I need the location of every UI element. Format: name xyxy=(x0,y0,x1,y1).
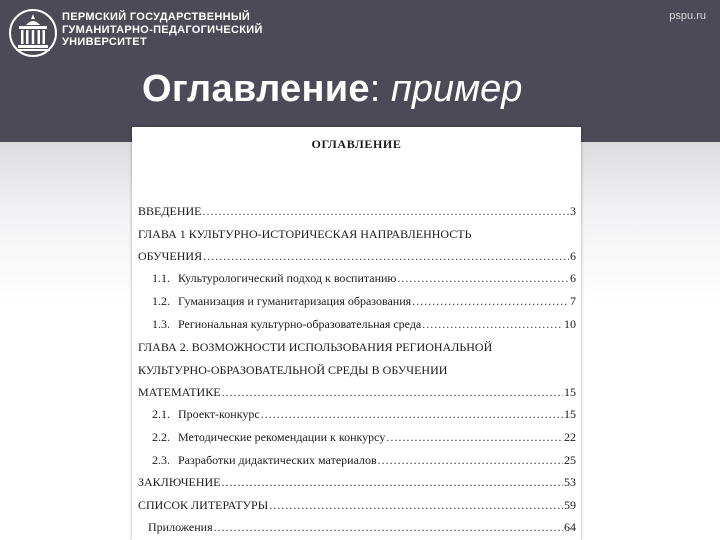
toc-entry xyxy=(138,475,576,489)
toc-entry xyxy=(138,385,576,399)
toc-entry-page: 15 xyxy=(564,407,576,421)
toc-entry xyxy=(152,407,576,421)
toc-leader-dots xyxy=(203,204,569,218)
toc-entry-label: Региональная культурно-образовательная среда xyxy=(178,317,422,331)
toc-heading: ОГЛАВЛЕНИЕ xyxy=(311,137,402,151)
slide-title-italic: пример xyxy=(390,68,523,110)
toc-entry-number: 1.1. xyxy=(152,271,170,285)
toc-entry-page: 25 xyxy=(564,453,576,467)
toc-chapter-line: ГЛАВА 1 КУЛЬТУРНО-ИСТОРИЧЕСКАЯ НАПРАВЛЕННОСТЬ xyxy=(138,227,472,241)
toc-entry-number: 2.1. xyxy=(152,407,170,421)
toc-leader-dots xyxy=(397,271,569,285)
toc-entry-number: 1.3. xyxy=(152,317,170,331)
toc-entry-page: 59 xyxy=(564,498,576,512)
toc-chapter-line: КУЛЬТУРНО-ОБРАЗОВАТЕЛЬНОЙ СРЕДЫ В ОБУЧЕНИИ xyxy=(138,363,448,377)
toc-entry-page: 3 xyxy=(570,204,576,218)
toc-entry xyxy=(148,520,576,534)
toc-entry-label: ВВЕДЕНИЕ xyxy=(138,204,202,218)
toc-leader-dots xyxy=(261,407,563,421)
site-url: pspu.ru xyxy=(669,10,706,22)
toc-leader-dots xyxy=(222,385,563,399)
toc-leader-dots xyxy=(203,249,569,263)
toc-entry-page: 10 xyxy=(564,317,576,331)
university-building-logo-icon xyxy=(8,8,58,58)
toc-leader-dots xyxy=(378,453,563,467)
toc-document xyxy=(132,127,581,540)
toc-entry-page: 64 xyxy=(564,520,576,534)
university-name-line: УНИВЕРСИТЕТ xyxy=(62,36,147,48)
toc-entry xyxy=(152,430,576,444)
toc-leader-dots xyxy=(412,294,569,308)
slide-title-main: Оглавление xyxy=(142,68,370,110)
toc-chapter-line: ГЛАВА 2. ВОЗМОЖНОСТИ ИСПОЛЬЗОВАНИЯ РЕГИОНАЛЬНОЙ xyxy=(138,340,493,354)
toc-entry-page: 15 xyxy=(564,385,576,399)
toc-entry-label: ОБУЧЕНИЯ xyxy=(138,249,203,263)
slide-title-separator: : xyxy=(369,68,391,110)
toc-entry xyxy=(138,498,576,512)
toc-entry-number: 1.2. xyxy=(152,294,170,308)
slide-header xyxy=(0,0,720,142)
toc-entry-number: 2.3. xyxy=(152,453,170,467)
toc-entry-page: 53 xyxy=(564,475,576,489)
toc-leader-dots xyxy=(222,475,564,489)
toc-entry-label: Проект-конкурс xyxy=(178,407,260,421)
toc-entry-page: 7 xyxy=(570,294,576,308)
toc-entry-number: 2.2. xyxy=(152,430,170,444)
university-name-line: ГУМАНИТАРНО-ПЕДАГОГИЧЕСКИЙ xyxy=(62,23,263,36)
toc-entry-label: Гуманизация и гуманитаризация образования xyxy=(178,294,412,308)
toc-entry-page: 22 xyxy=(564,430,576,444)
slide-title xyxy=(142,68,522,111)
toc-entry-label: Методические рекомендации к конкурсу xyxy=(178,430,386,444)
toc-entry xyxy=(152,294,576,308)
toc-leader-dots xyxy=(269,498,563,512)
toc-entry xyxy=(152,317,576,331)
toc-entry-label: МАТЕМАТИКЕ xyxy=(138,385,221,399)
toc-leader-dots xyxy=(386,430,563,444)
toc-entry-label: Приложения xyxy=(148,520,213,534)
university-name xyxy=(62,11,263,49)
toc-leader-dots xyxy=(422,317,563,331)
toc-entry-page: 6 xyxy=(570,249,576,263)
toc-entry xyxy=(152,271,576,285)
university-name-line: ПЕРМСКИЙ ГОСУДАРСТВЕННЫЙ xyxy=(62,11,251,23)
toc-entry xyxy=(138,204,576,218)
toc-entry xyxy=(138,249,576,263)
toc-entry xyxy=(152,453,576,467)
toc-entry-label: Разработки дидактических материалов xyxy=(178,453,377,467)
toc-entry-label: СПИСОК ЛИТЕРАТУРЫ xyxy=(138,498,269,512)
toc-entry-label: Культурологический подход к воспитанию xyxy=(178,271,397,285)
toc-leader-dots xyxy=(214,520,563,534)
toc-entry-page: 6 xyxy=(570,271,576,285)
toc-entry-label: ЗАКЛЮЧЕНИЕ xyxy=(138,475,221,489)
